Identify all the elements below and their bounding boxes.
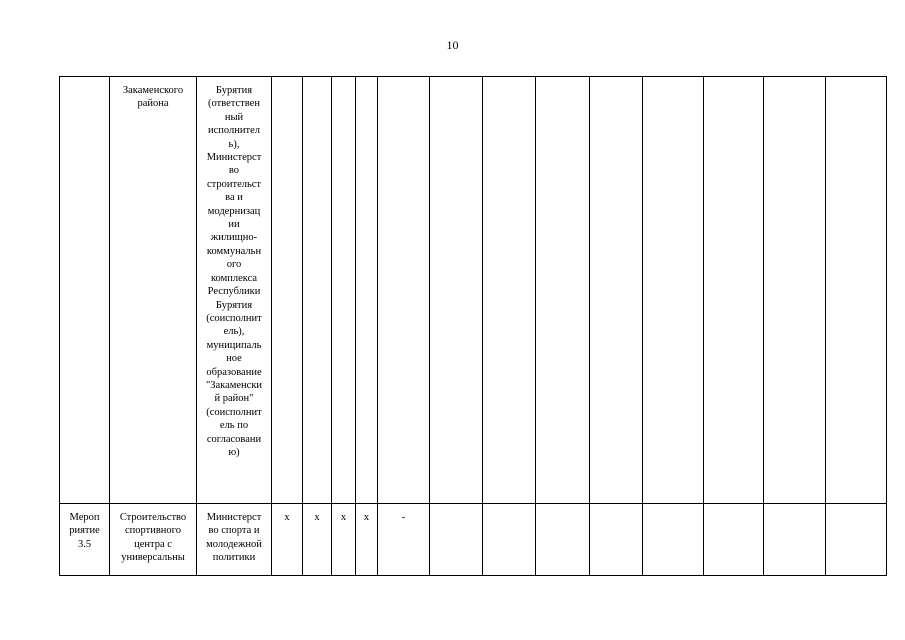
- cell-mark-3: [332, 77, 356, 504]
- cell-value-4: [536, 504, 590, 576]
- cell-activity-name: Строительство спортивного центра с универсальны: [110, 504, 197, 576]
- table-row-activity-3-5: [60, 504, 887, 576]
- cell-value-3: [483, 77, 536, 504]
- cell-value-6: [643, 77, 704, 504]
- program-activities-table: [59, 76, 887, 576]
- cell-value-4: [536, 77, 590, 504]
- cell-mark-1: x: [272, 504, 303, 576]
- cell-value-7: [704, 77, 764, 504]
- cell-mark-4: x: [356, 504, 378, 576]
- cell-mark-1: [272, 77, 303, 504]
- cell-value-1: -: [378, 504, 430, 576]
- cell-mark-3: x: [332, 504, 356, 576]
- cell-value-9: [826, 504, 887, 576]
- cell-value-6: [643, 504, 704, 576]
- table-row-continued: [60, 77, 887, 504]
- cell-executor: Министерст во спорта и молодежной политики: [197, 504, 272, 576]
- cell-value-8: [764, 504, 826, 576]
- cell-value-9: [826, 77, 887, 504]
- cell-activity-name: Закаменского района: [110, 77, 197, 504]
- cell-value-2: [430, 77, 483, 504]
- cell-value-5: [590, 77, 643, 504]
- cell-value-1: [378, 77, 430, 504]
- cell-value-3: [483, 504, 536, 576]
- cell-value-7: [704, 504, 764, 576]
- cell-value-5: [590, 504, 643, 576]
- cell-value-8: [764, 77, 826, 504]
- cell-mark-2: x: [303, 504, 332, 576]
- cell-mark-4: [356, 77, 378, 504]
- cell-executor: Бурятия (ответствен ный исполнител ь), Министерст во строительст ва и модернизац ии жилищно- коммунальн ого комплекса Республики Бурятия (соисполнит ель), муниципаль ное образование "Закаменски й район" (соисполнит ель по согласовани ю): [197, 77, 272, 504]
- cell-mark-2: [303, 77, 332, 504]
- page-number: 10: [446, 38, 459, 52]
- cell-activity-number: Мероп риятие 3.5: [60, 504, 110, 576]
- cell-value-2: [430, 504, 483, 576]
- cell-activity-number: [60, 77, 110, 504]
